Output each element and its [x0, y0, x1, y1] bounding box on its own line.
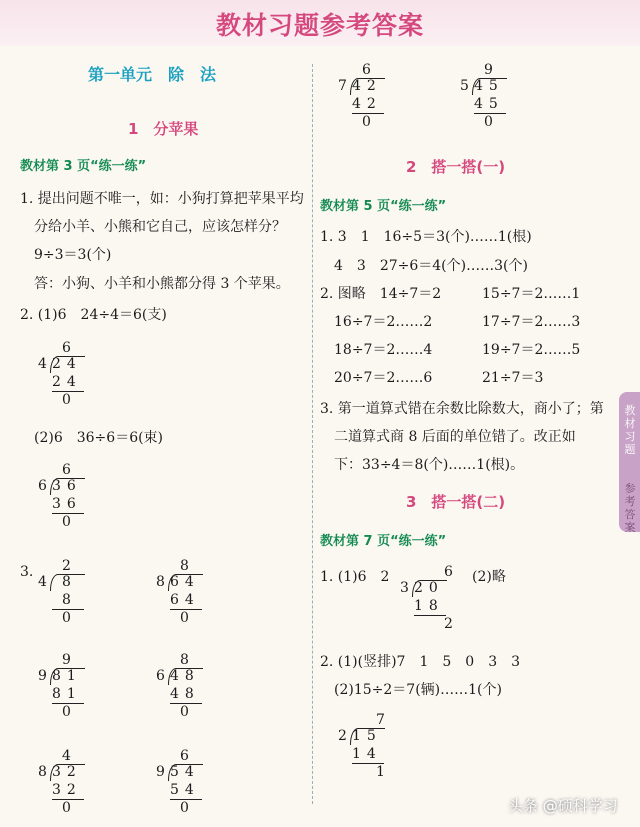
remainder: 0: [62, 610, 71, 626]
quotient: 9: [62, 652, 77, 668]
dividend: 24: [52, 356, 82, 372]
long-division: [156, 558, 204, 626]
long-division: [338, 712, 391, 780]
dividend: 32: [52, 764, 82, 780]
answer-3-label: 3.: [20, 564, 34, 580]
product: 81: [52, 686, 82, 702]
right-s1-answer-2: (2)略: [472, 569, 506, 585]
quotient: 6: [62, 462, 77, 478]
long-division: [38, 558, 86, 626]
remainder: 0: [180, 800, 189, 816]
remainder: 2: [444, 616, 453, 632]
long-division: [38, 652, 86, 720]
answer-1-line3: 9÷3＝3(个): [34, 247, 112, 263]
side-tab-label-1: 教材习题: [624, 404, 636, 456]
divisor: 7: [338, 78, 347, 94]
remainder: 0: [62, 392, 71, 408]
exercise-heading-p3: 教材第 3 页“练一练”: [20, 159, 147, 174]
divisor: 5: [460, 78, 469, 94]
product: 48: [170, 686, 200, 702]
remainder: 1: [376, 764, 385, 780]
quotient: 6: [62, 340, 77, 356]
long-division: [460, 62, 508, 130]
long-division: [338, 62, 386, 130]
product: 18: [414, 598, 444, 614]
remainder: 0: [62, 514, 71, 530]
divisor: 9: [38, 668, 47, 684]
dividend: 48: [170, 668, 200, 684]
answer-2-part2: (2)6 36÷6＝6(束): [34, 430, 164, 446]
product: 45: [474, 96, 504, 112]
exercise-heading-p7: 教材第 7 页“练一练”: [320, 534, 447, 549]
right-answer-2-item: 18÷7＝2……4: [334, 342, 433, 358]
divisor: 3: [400, 580, 409, 596]
dividend: 54: [170, 764, 200, 780]
dividend: 42: [352, 78, 382, 94]
right-s2-line1: 2. (1)(竖排)7 1 5 0 3 3: [320, 654, 521, 670]
remainder: 0: [180, 610, 189, 626]
dividend: 64: [170, 574, 200, 590]
right-answer-2-item: 16÷7＝2……2: [334, 314, 433, 330]
right-answer-2-item: 21÷7＝3: [482, 370, 544, 386]
right-answer-3-line2: 二道算式商 8 后面的单位错了。改正如: [334, 429, 576, 445]
long-division: [156, 652, 204, 720]
product: 42: [352, 96, 382, 112]
quotient: 8: [180, 652, 195, 668]
dividend: 20: [414, 580, 444, 596]
subtraction-line: [414, 615, 446, 616]
right-answer-3-line1: 3. 第一道算式错在余数比除数大，商小了；第: [320, 401, 604, 417]
right-answer-3-line3: 下：33÷4＝8(个)……1(根)。: [334, 457, 525, 473]
product: 64: [170, 592, 200, 608]
quotient: 6: [362, 62, 377, 78]
right-s2-line2: (2)15÷2＝7(辆)……1(个): [334, 682, 502, 698]
dividend: 8: [62, 574, 77, 590]
right-answer-2-item: 20÷7＝2……6: [334, 370, 433, 386]
header-banner: [0, 0, 640, 46]
remainder: 0: [62, 800, 71, 816]
right-s1-answer: 1. (1)6 2: [320, 569, 390, 585]
divisor: 6: [38, 478, 47, 494]
dividend: 36: [52, 478, 82, 494]
dividend: 81: [52, 668, 82, 684]
right-answer-2-item: 2. 图略 14÷7＝2: [320, 286, 442, 302]
right-answer-1-line1: 1. 3 1 16÷5＝3(个)……1(根): [320, 229, 532, 245]
exercise-heading-p5: 教材第 5 页“练一练”: [320, 199, 447, 214]
answer-1-line2: 分给小羊、小熊和它自己，应该怎样分？: [34, 219, 286, 235]
dividend: 15: [352, 728, 382, 744]
remainder: 0: [180, 704, 189, 720]
product: 54: [170, 782, 200, 798]
column-divider: [312, 64, 313, 804]
section-title-1: 1 分苹果: [128, 120, 199, 138]
remainder: 0: [62, 704, 71, 720]
divisor: 8: [38, 764, 47, 780]
side-tab-label-2: 参考答案: [624, 482, 636, 534]
quotient: 2: [62, 558, 77, 574]
long-division: [38, 340, 86, 408]
quotient: 7: [376, 712, 391, 728]
divisor: 8: [156, 574, 165, 590]
page-title: 教材习题参考答案: [215, 11, 424, 40]
unit-title: 第一单元 除 法: [88, 65, 217, 84]
quotient: 8: [180, 558, 195, 574]
right-answer-2-item: 15÷7＝2……1: [482, 286, 581, 302]
product: 36: [52, 496, 82, 512]
quotient: 6: [444, 564, 459, 580]
divisor: 9: [156, 764, 165, 780]
product: 24: [52, 374, 82, 390]
right-answer-2-item: 19÷7＝2……5: [482, 342, 581, 358]
quotient: 9: [484, 62, 499, 78]
right-answer-1-line2: 4 3 27÷6＝4(个)……3(个): [334, 258, 528, 274]
divisor: 4: [38, 356, 47, 372]
answer-2-part1: 2. (1)6 24÷4＝6(支): [20, 307, 167, 323]
answer-1-line1: 1. 提出问题不唯一，如：小狗打算把苹果平均: [20, 191, 304, 207]
remainder: 0: [484, 114, 493, 130]
long-division: [38, 462, 86, 530]
quotient: 4: [62, 748, 77, 764]
watermark: 头条 @硕科学习: [508, 797, 618, 815]
product: 8: [62, 592, 77, 608]
dividend: 45: [474, 78, 504, 94]
answer-1-line4: 答：小狗、小羊和小熊都分得 3 个苹果。: [34, 276, 290, 292]
divisor: 2: [338, 728, 347, 744]
section-title-3: 3 搭一搭(二): [406, 493, 506, 511]
divisor: 4: [38, 574, 47, 590]
long-division: [156, 748, 204, 816]
product: 14: [352, 746, 382, 762]
long-division: [38, 748, 86, 816]
divisor: 6: [156, 668, 165, 684]
long-division: [400, 564, 459, 632]
product: 32: [52, 782, 82, 798]
quotient: 6: [180, 748, 195, 764]
section-title-2: 2 搭一搭(一): [406, 158, 506, 176]
remainder: 0: [362, 114, 371, 130]
right-answer-2-item: 17÷7＝2……3: [482, 314, 581, 330]
